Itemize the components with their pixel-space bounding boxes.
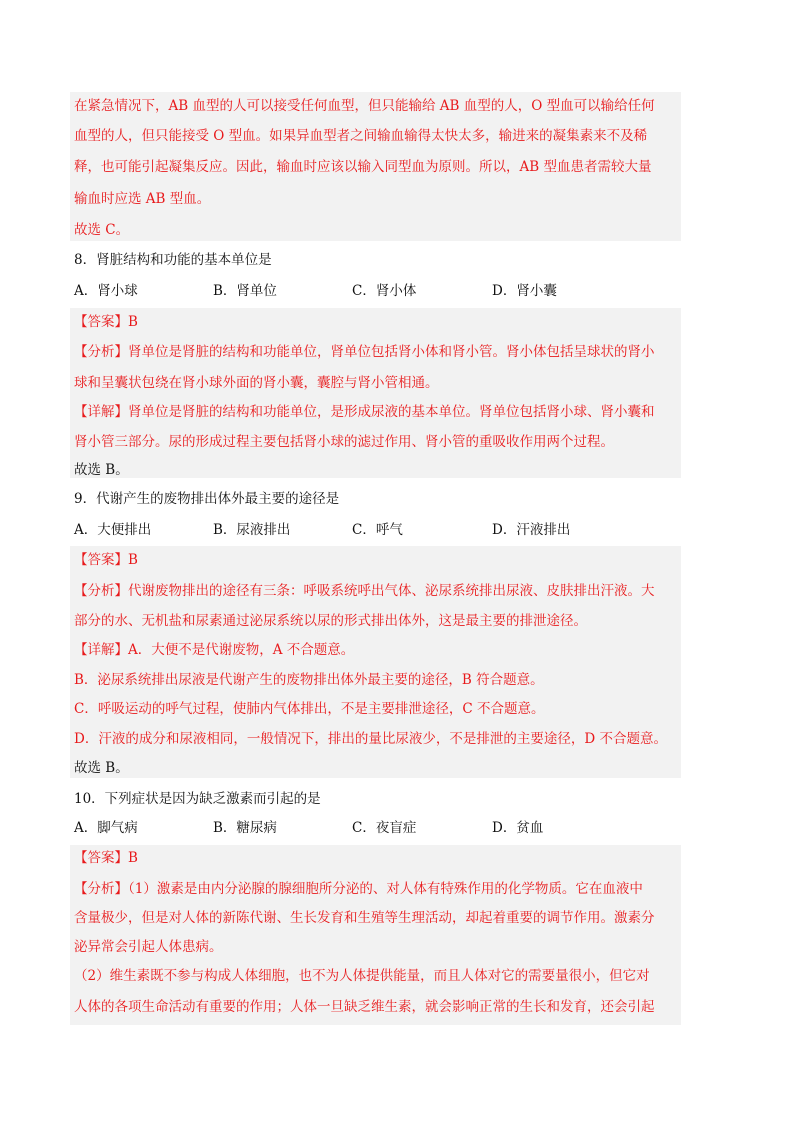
detail-line: B．泌尿系统排出尿液是代谢产生的废物排出体外最主要的途径，B 符合题意。 <box>74 672 544 688</box>
analysis-line: 故选 C。 <box>74 222 130 238</box>
conclusion-line: 故选 B。 <box>74 462 129 478</box>
option-c: C．肾小体 <box>352 283 417 299</box>
question-stem-9: 9．代谢产生的废物排出体外最主要的途径是 <box>74 491 340 507</box>
option-a: A．大便排出 <box>74 522 152 538</box>
analysis-line: 在紧急情况下，AB 血型的人可以接受任何血型，但只能输给 AB 血型的人，O 型血可以输给任何 <box>74 98 655 114</box>
analysis-line: 人体的各项生命活动有重要的作用；人体一旦缺乏维生素，就会影响正常的生长和发育，还会引起 <box>74 999 655 1015</box>
option-a: A．脚气病 <box>74 820 138 836</box>
answer-label: 【答案】B <box>74 314 138 330</box>
analysis-line: 血型的人，但只能接受 O 型血。如果异血型者之间输血输得太快太多，输进来的凝集素来不及稀 <box>74 128 648 144</box>
option-d: D．贫血 <box>492 820 544 836</box>
detail-line: 【详解】A．大便不是代谢废物，A 不合题意。 <box>74 642 355 658</box>
question-stem-8: 8．肾脏结构和功能的基本单位是 <box>74 252 272 268</box>
option-d: D．汗液排出 <box>492 522 571 538</box>
analysis-line: 【分析】肾单位是肾脏的结构和功能单位，肾单位包括肾小体和肾小管。肾小体包括呈球状的肾小 <box>74 344 655 360</box>
option-c: C．夜盲症 <box>352 820 417 836</box>
answer-label: 【答案】B <box>74 552 138 568</box>
analysis-line: 输血时应选 AB 型血。 <box>74 191 211 207</box>
option-b: B．糖尿病 <box>213 820 277 836</box>
analysis-line: 含量极少，但是对人体的新陈代谢、生长发育和生殖等生理活动，却起着重要的调节作用。激素分 <box>74 910 655 926</box>
detail-line: 肾小管三部分。尿的形成过程主要包括肾小球的滤过作用、肾小管的重吸收作用两个过程。 <box>74 434 614 450</box>
analysis-line: 泌异常会引起人体患病。 <box>74 939 223 955</box>
option-b: B．尿液排出 <box>213 522 291 538</box>
detail-line: C．呼吸运动的呼气过程，使肺内气体排出，不是主要排泄途径，C 不合题意。 <box>74 701 545 717</box>
answer-label: 【答案】B <box>74 850 138 866</box>
answer-block-q8 <box>70 308 681 478</box>
detail-line: D．汗液的成分和尿液相同，一般情况下，排出的量比尿液少，不是排泄的主要途径，D 不合题意。 <box>74 731 667 747</box>
analysis-line: 部分的水、无机盐和尿素通过泌尿系统以尿的形式排出体外，这是最主要的排泄途径。 <box>74 613 587 629</box>
analysis-line: （2）维生素既不参与构成人体细胞，也不为人体提供能量，而且人体对它的需要量很小，但它对 <box>74 968 650 984</box>
option-b: B．肾单位 <box>213 283 277 299</box>
analysis-line: 球和呈囊状包绕在肾小球外面的肾小囊，囊腔与肾小管相通。 <box>74 375 439 391</box>
analysis-line: 释，也可能引起凝集反应。因此，输血时应该以输入同型血为原则。所以，AB 型血患者需较大量 <box>74 159 652 175</box>
option-a: A．肾小球 <box>74 283 138 299</box>
analysis-line: 【分析】（1）激素是由内分泌腺的腺细胞所分泌的、对人体有特殊作用的化学物质。它在血液中 <box>74 881 643 897</box>
analysis-line: 【分析】代谢废物排出的途径有三条：呼吸系统呼出气体、泌尿系统排出尿液、皮肤排出汗液。大 <box>74 583 655 599</box>
detail-line: 【详解】肾单位是肾脏的结构和功能单位，是形成尿液的基本单位。肾单位包括肾小球、肾小囊和 <box>74 404 655 420</box>
option-d: D．肾小囊 <box>492 283 557 299</box>
option-c: C．呼气 <box>352 522 403 538</box>
question-stem-10: 10．下列症状是因为缺乏激素而引起的是 <box>74 791 321 807</box>
conclusion-line: 故选 B。 <box>74 760 129 776</box>
